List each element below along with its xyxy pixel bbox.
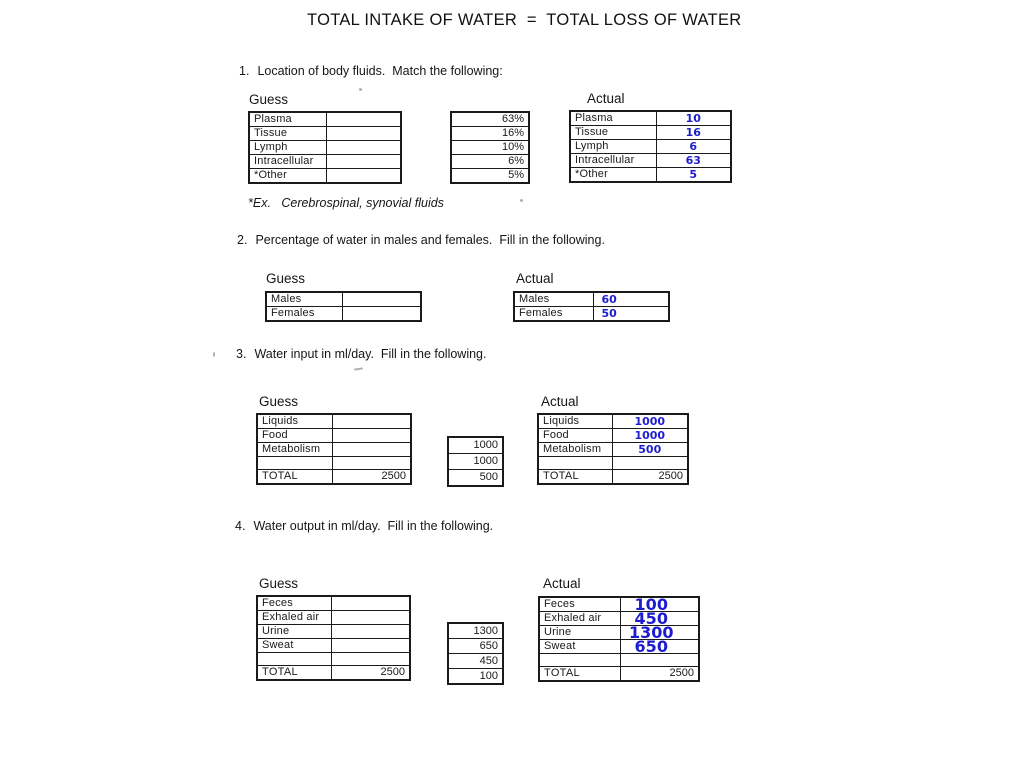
table-row — [257, 596, 410, 611]
section2-guess-table — [265, 291, 422, 322]
table-row — [539, 597, 699, 612]
row-value-cell — [332, 443, 411, 457]
row-label-cell: Plasma — [570, 111, 656, 126]
hint-value-cell: 100 — [448, 669, 503, 685]
section1-percent-table — [450, 111, 530, 184]
row-label-cell: *Other — [570, 168, 656, 183]
section2-heading-text: Percentage of water in males and females. Fill in the following. — [255, 233, 605, 247]
row-value-cell — [326, 127, 401, 141]
section3-number: 3. — [236, 347, 247, 361]
row-value-cell — [332, 429, 411, 443]
section1-heading-text: Location of body fluids. Match the following: — [257, 64, 503, 78]
percent-cell: 10% — [451, 141, 529, 155]
row-label-cell: *Other — [249, 169, 326, 184]
row-label-cell: Liquids — [538, 414, 612, 429]
table-row — [266, 292, 421, 307]
answer-value-cell: 1000 — [612, 414, 688, 429]
section2-actual-table — [513, 291, 670, 322]
section1-number: 1. — [239, 64, 250, 78]
table-row — [451, 169, 529, 184]
answer-value-cell: 60 — [593, 292, 669, 307]
row-label-cell: Tissue — [570, 126, 656, 140]
scan-artifact-dot — [359, 88, 362, 91]
table-row — [451, 112, 529, 127]
row-label-cell: Exhaled air — [257, 611, 331, 625]
row-label-cell: Males — [266, 292, 342, 307]
answer-value-cell: 500 — [612, 443, 688, 457]
section3-hint-table — [447, 436, 504, 487]
table-row — [539, 640, 699, 654]
answer-value-cell: 450 — [620, 612, 699, 626]
table-row — [539, 667, 699, 682]
table-row — [538, 443, 688, 457]
row-value-cell — [326, 112, 401, 127]
answer-value-cell: 6 — [656, 140, 731, 154]
section3-guess-label: Guess — [259, 394, 299, 409]
row-label-cell: Feces — [257, 596, 331, 611]
row-label-cell: Females — [266, 307, 342, 322]
table-row — [249, 127, 401, 141]
hint-value-cell: 450 — [448, 654, 503, 669]
section2-heading — [237, 233, 605, 247]
answer-value-cell: 1000 — [612, 429, 688, 443]
table-row — [539, 612, 699, 626]
hint-value-cell: 1000 — [448, 437, 503, 454]
table-row — [257, 429, 411, 443]
table-row — [538, 470, 688, 485]
section1-actual-table — [569, 110, 732, 183]
section4-actual-label: Actual — [543, 576, 581, 591]
row-label-cell: Food — [538, 429, 612, 443]
section2-guess-label: Guess — [266, 271, 306, 286]
table-row — [539, 654, 699, 667]
row-value-cell — [342, 307, 421, 322]
answer-value-cell: 1300 — [620, 626, 699, 640]
row-value-cell — [326, 141, 401, 155]
percent-cell: 63% — [451, 112, 529, 127]
row-label-cell: Urine — [539, 626, 620, 640]
answer-value-cell: 650 — [620, 640, 699, 654]
table-row — [451, 127, 529, 141]
table-row — [451, 155, 529, 169]
table-row — [570, 111, 731, 126]
percent-cell: 16% — [451, 127, 529, 141]
table-row — [257, 653, 410, 666]
section4-guess-label: Guess — [259, 576, 299, 591]
row-label-cell — [538, 457, 612, 470]
row-value-cell — [331, 639, 410, 653]
answer-value-cell: 63 — [656, 154, 731, 168]
row-value-cell — [332, 414, 411, 429]
row-value-cell — [326, 155, 401, 169]
table-row — [257, 666, 410, 681]
row-label-cell: Exhaled air — [539, 612, 620, 626]
section4-actual-table — [538, 596, 700, 682]
row-value-cell — [331, 611, 410, 625]
section1-actual-label: Actual — [587, 91, 625, 106]
table-row — [514, 292, 669, 307]
table-row — [539, 626, 699, 640]
section2-number: 2. — [237, 233, 248, 247]
total-label-cell: TOTAL — [539, 667, 620, 682]
row-label-cell — [539, 654, 620, 667]
section3-heading-text: Water input in ml/day. Fill in the following. — [254, 347, 487, 361]
total-label-cell: TOTAL — [257, 470, 332, 485]
section2-actual-label: Actual — [516, 271, 554, 286]
scan-artifact-dot — [213, 352, 215, 357]
table-row — [249, 141, 401, 155]
row-label-cell: Metabolism — [257, 443, 332, 457]
hint-value-cell: 500 — [448, 470, 503, 487]
row-label-cell: Males — [514, 292, 593, 307]
total-value-cell: 2500 — [332, 470, 411, 485]
row-label-cell: Tissue — [249, 127, 326, 141]
row-label-cell: Intracellular — [570, 154, 656, 168]
table-row — [249, 169, 401, 184]
table-row — [538, 457, 688, 470]
row-label-cell: Sweat — [539, 640, 620, 654]
answer-value-cell: 100 — [620, 597, 699, 612]
answer-value-cell: 50 — [593, 307, 669, 322]
section1-guess-table — [248, 111, 402, 184]
row-label-cell: Urine — [257, 625, 331, 639]
answer-value-cell: 5 — [656, 168, 731, 183]
page-title: TOTAL INTAKE OF WATER = TOTAL LOSS OF WATER — [307, 11, 742, 29]
row-label-cell: Lymph — [570, 140, 656, 154]
answer-value-cell: 16 — [656, 126, 731, 140]
answer-value-cell: 10 — [656, 111, 731, 126]
hint-value-cell: 650 — [448, 639, 503, 654]
total-label-cell: TOTAL — [257, 666, 331, 681]
total-label-cell: TOTAL — [538, 470, 612, 485]
table-row — [448, 654, 503, 669]
table-row — [538, 414, 688, 429]
row-value-cell — [326, 169, 401, 184]
table-row — [448, 639, 503, 654]
table-row — [249, 112, 401, 127]
row-value-cell — [332, 457, 411, 470]
table-row — [257, 639, 410, 653]
row-value-cell — [331, 653, 410, 666]
section3-actual-table — [537, 413, 689, 485]
row-value-cell — [342, 292, 421, 307]
section3-actual-label: Actual — [541, 394, 579, 409]
table-row — [448, 623, 503, 639]
hint-value-cell: 1300 — [448, 623, 503, 639]
table-row — [451, 141, 529, 155]
row-label-cell — [257, 457, 332, 470]
row-label-cell: Liquids — [257, 414, 332, 429]
section4-heading-text: Water output in ml/day. Fill in the following. — [253, 519, 494, 533]
table-row — [257, 457, 411, 470]
section1-footnote: *Ex. Cerebrospinal, synovial fluids — [248, 196, 444, 210]
total-value-cell: 2500 — [620, 667, 699, 682]
row-value-cell — [612, 457, 688, 470]
row-label-cell: Plasma — [249, 112, 326, 127]
section4-heading — [235, 519, 493, 533]
table-row — [570, 140, 731, 154]
row-label-cell: Lymph — [249, 141, 326, 155]
section4-number: 4. — [235, 519, 246, 533]
table-row — [570, 126, 731, 140]
table-row — [249, 155, 401, 169]
percent-cell: 6% — [451, 155, 529, 169]
table-row — [257, 611, 410, 625]
row-label-cell: Sweat — [257, 639, 331, 653]
section3-guess-table — [256, 413, 412, 485]
table-row — [257, 414, 411, 429]
table-row — [257, 443, 411, 457]
table-row — [448, 669, 503, 685]
total-value-cell: 2500 — [612, 470, 688, 485]
row-label-cell: Females — [514, 307, 593, 322]
table-row — [448, 470, 503, 487]
section3-heading — [236, 347, 486, 361]
row-label-cell: Feces — [539, 597, 620, 612]
table-row — [448, 437, 503, 454]
row-label-cell: Food — [257, 429, 332, 443]
table-row — [514, 307, 669, 322]
row-label-cell: Intracellular — [249, 155, 326, 169]
table-row — [257, 625, 410, 639]
section1-guess-label: Guess — [249, 92, 289, 107]
table-row — [448, 454, 503, 470]
table-row — [257, 470, 411, 485]
section4-hint-table — [447, 622, 504, 685]
scan-artifact-dot — [520, 199, 523, 202]
row-label-cell — [257, 653, 331, 666]
table-row — [570, 154, 731, 168]
table-row — [570, 168, 731, 183]
percent-cell: 5% — [451, 169, 529, 184]
row-label-cell: Metabolism — [538, 443, 612, 457]
row-value-cell — [331, 596, 410, 611]
table-row — [538, 429, 688, 443]
section1-heading — [239, 64, 503, 78]
table-row — [266, 307, 421, 322]
section4-guess-table — [256, 595, 411, 681]
row-value-cell — [331, 625, 410, 639]
total-value-cell: 2500 — [331, 666, 410, 681]
scan-artifact-mark — [354, 367, 363, 370]
hint-value-cell: 1000 — [448, 454, 503, 470]
